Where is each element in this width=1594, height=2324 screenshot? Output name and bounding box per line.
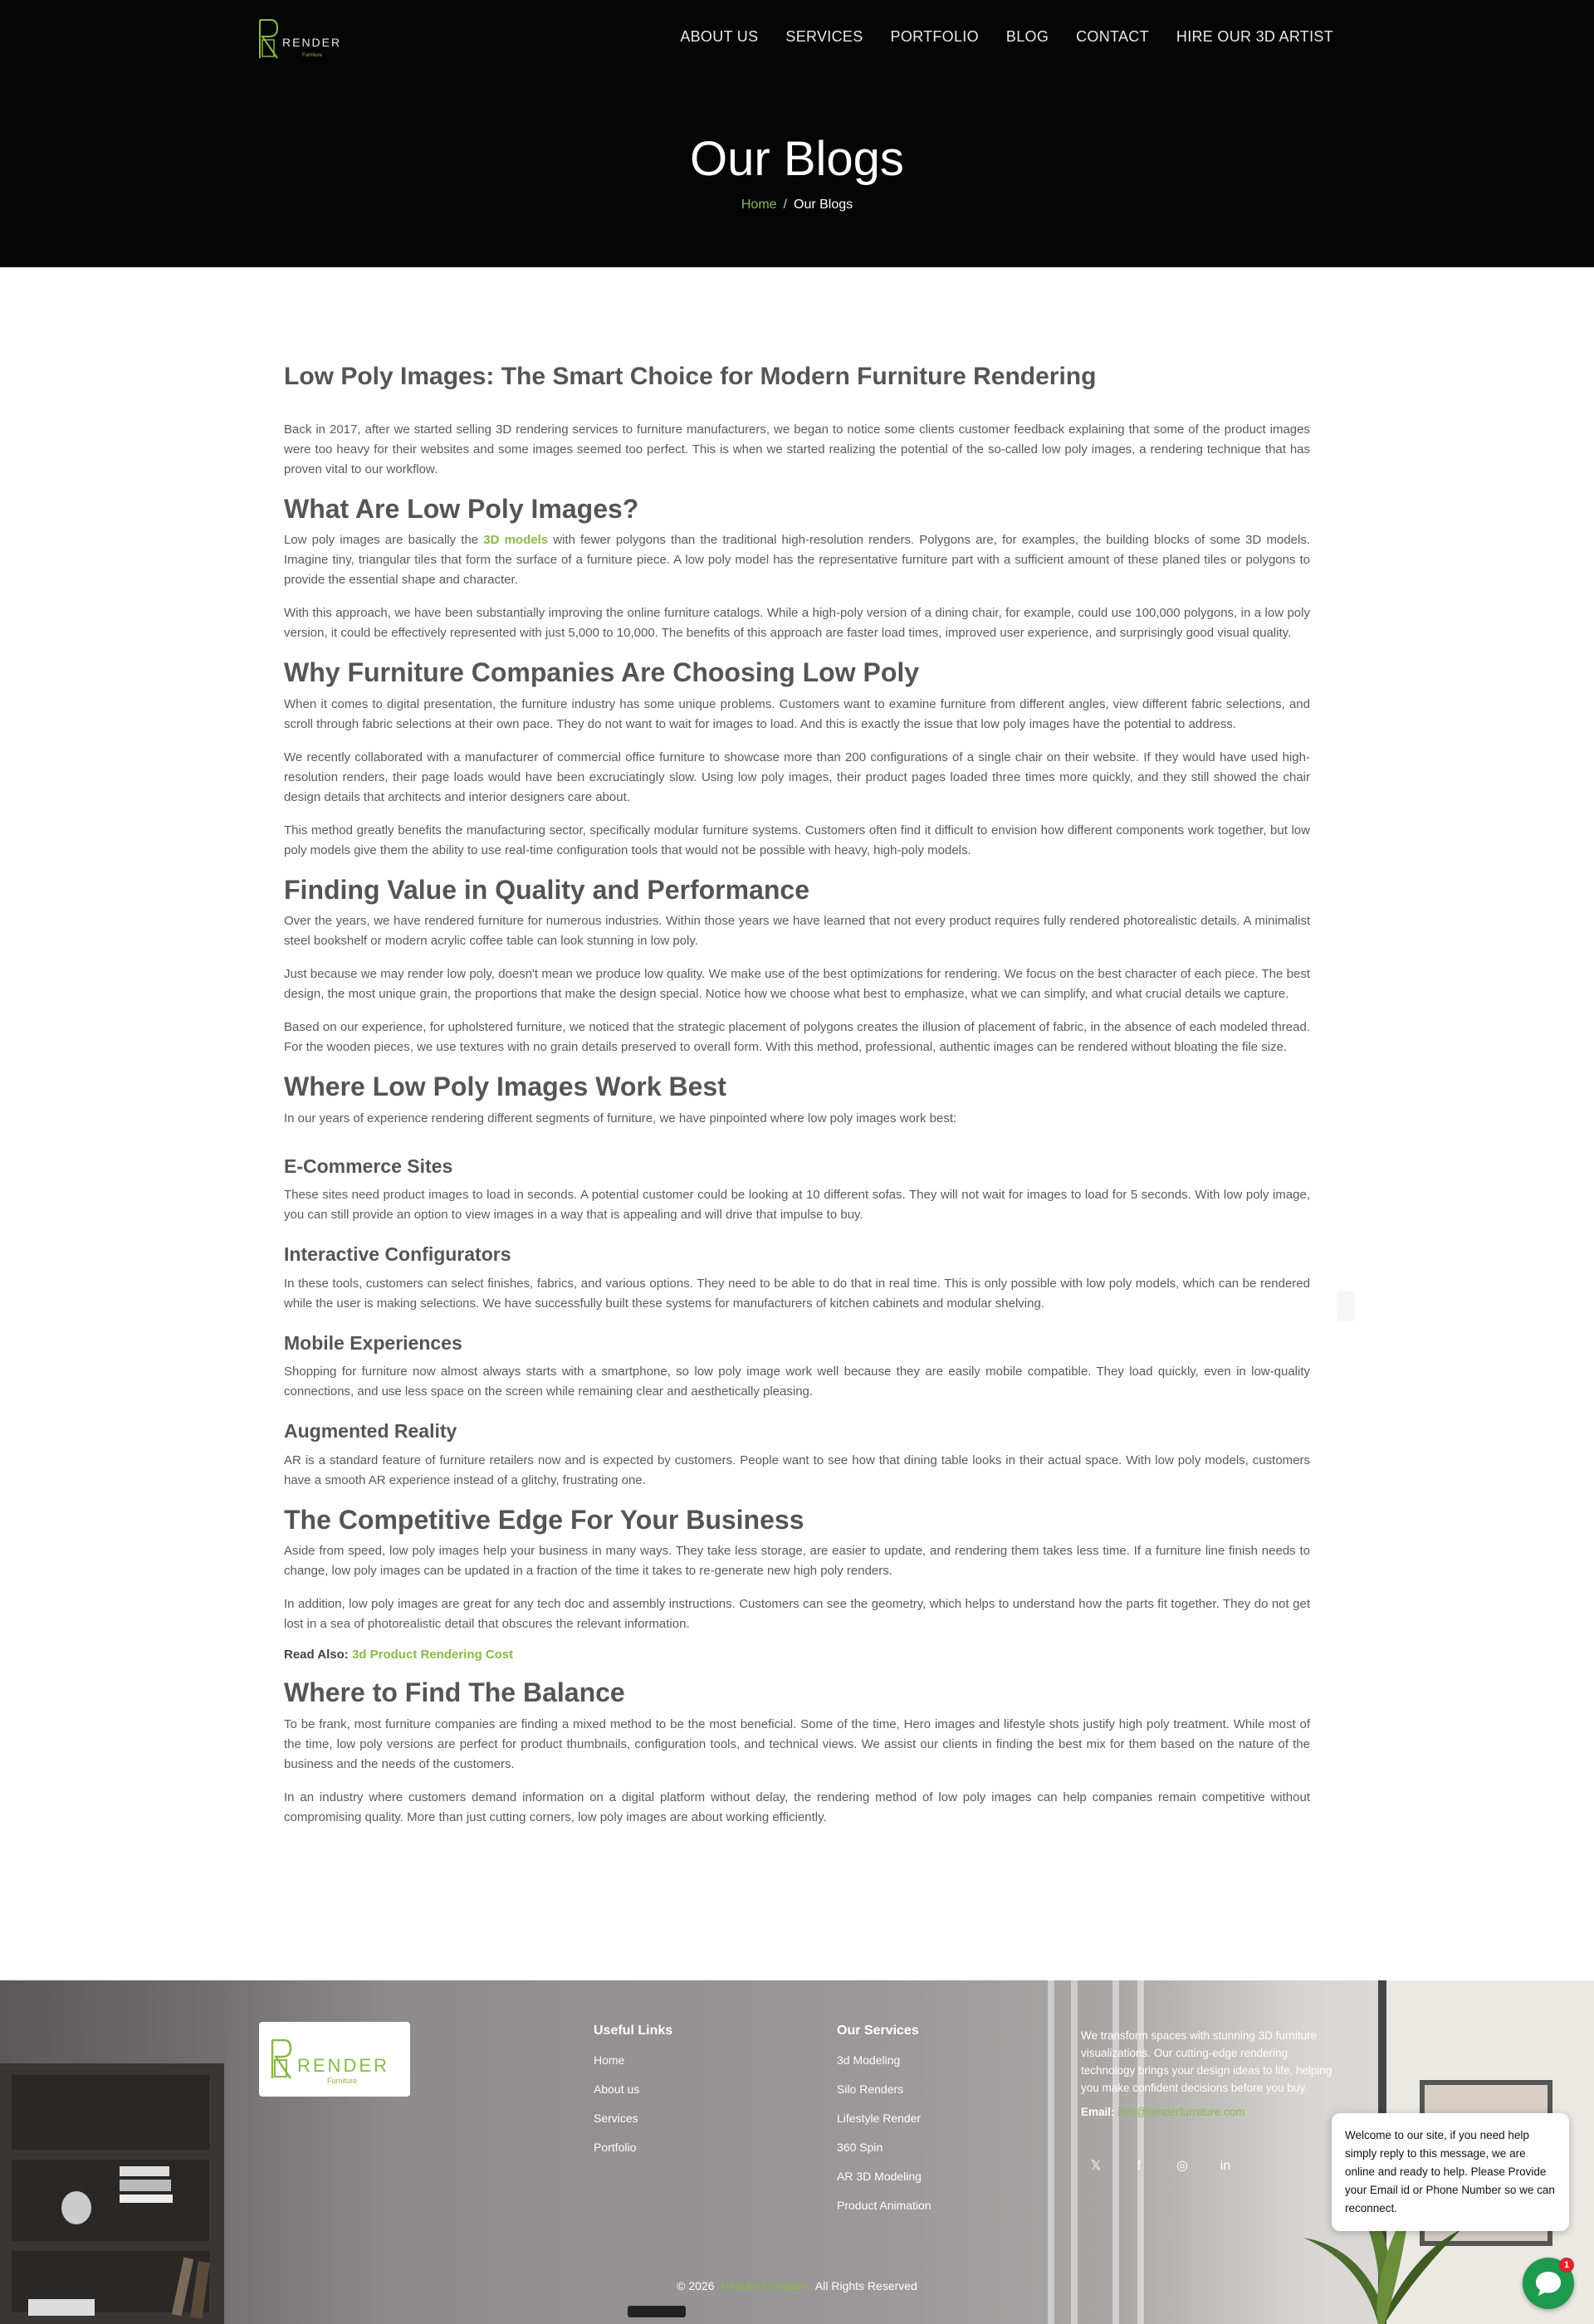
paragraph: In an industry where customers demand information on a digital platform without delay, the rendering method of low poly images can help companies remain competitive without compromising quality. More than just cutting corners, low poly images are about working efficiently. (284, 1789, 1310, 1824)
footer-link-portfolio[interactable]: Portfolio (594, 2141, 637, 2154)
page-title: Our Blogs (690, 132, 904, 186)
subsection-heading: Mobile Experiences (284, 1331, 462, 1354)
paragraph: In these tools, customers can select finishes, fabrics, and various options. They need to be able to do that in real time. This is only possible with low poly models, which can be rendered while the user is making selections. We have successfully built these systems for manufacturers of kitchen cabinets and modular shelving. (284, 1276, 1310, 1311)
nav-services[interactable]: SERVICES (785, 28, 863, 45)
blog-article (284, 362, 1310, 1841)
footer-service-link[interactable]: AR 3D Modeling (837, 2170, 922, 2183)
copyright: © 2026 Render Furniture All Rights Reserved (677, 2279, 917, 2292)
useful-links-heading: Useful Links (594, 2024, 673, 2038)
subsection-heading: Interactive Configurators (284, 1243, 511, 1266)
paragraph: These sites need product images to load in seconds. A potential customer could be looking at 10 different sofas. They will not wait for images to load for 5 seconds. With low poly image, you can still provide an option to view images in a way that is appealing and will drive that impulse to buy. (284, 1188, 1310, 1223)
site-header (0, 0, 1594, 267)
footer-link-home[interactable]: Home (594, 2053, 625, 2067)
nav-blog[interactable]: BLOG (1005, 28, 1049, 45)
email-link[interactable]: info@renderfurniture.com (1117, 2106, 1245, 2118)
read-also: Read Also: 3d Product Rendering Cost (284, 1648, 514, 1662)
footer-service-link[interactable]: 3d Modeling (837, 2053, 901, 2067)
footer-logo-sub: Furniture (327, 2077, 358, 2085)
paragraph: AR is a standard feature of furniture retailers now and is expected by customers. People want to see how that dining table looks in their actual space. With low poly models, customers have a smooth AR experience instead of a glitchy, frustrating one. (284, 1452, 1310, 1487)
about-text: We transform spaces with stunning 3D furniture visualizations. Our cutting-edge rendering technology brings your design ideas to life, helping you make confident decisions before you buy. (1081, 2029, 1332, 2094)
breadcrumb (0, 198, 1594, 212)
footer-link-about[interactable]: About us (594, 2082, 640, 2096)
paragraph: We recently collaborated with a manufacturer of commercial office furniture to showcase more than 200 configurations of a single chair on their website. If they would have used high-resolution renders, their page loads would have been excruciatingly slow. Using low poly images, their product pages loaded three times more quickly, and they still showed the chair design details that architects and interior designers care about. (284, 749, 1310, 804)
read-also-link[interactable]: 3d Product Rendering Cost (351, 1648, 514, 1662)
main-nav (680, 28, 1333, 46)
paragraph: Based on our experience, for upholstered furniture, we noticed that the strategic placement of polygons creates the illusion of placement of fabric, in the absence of each modeled thread. For the wooden pieces, we use textures with no grain details preserved to overall form. With this method, professional, authentic images can be rendered without bloating the file size. (284, 1020, 1310, 1055)
nav-hire-artist[interactable]: HIRE OUR 3D ARTIST (1176, 28, 1333, 45)
paragraph: This method greatly benefits the manufacturing sector, specifically modular furniture systems. Customers often find it difficult to envision how different components work together, but low poly models give them the ability to use real-time configuration tools that would not be possible with heavy, high-poly models. (284, 823, 1310, 857)
nav-contact[interactable]: CONTACT (1076, 28, 1149, 45)
email-label: Email: (1081, 2106, 1115, 2118)
facebook-icon[interactable]: f (1137, 2159, 1142, 2173)
breadcrumb-home[interactable]: Home (741, 198, 777, 212)
services-heading: Our Services (837, 2024, 919, 2038)
site-logo[interactable] (257, 18, 349, 60)
article-title: Low Poly Images: The Smart Choice for Modern Furniture Rendering (284, 363, 1097, 390)
chat-message-bubble[interactable]: Welcome to our site, if you need help simply reply to this message, we are online and ready to help. Please Provide your Email id or Phone Number so we can reconnect. (1332, 2113, 1569, 2231)
linkedin-icon[interactable]: in (1220, 2159, 1231, 2173)
footer-service-link[interactable]: Lifestyle Render (837, 2112, 922, 2125)
scroll-indicator (1337, 1291, 1355, 1321)
paragraph: With this approach, we have been substantially improving the online furniture catalogs. While a high-poly version of a dining chair, for example, could use 100,000 polygons, in a low poly version, it could be effectively represented with just 5,000 to 10,000. The benefits of this approach are faster load times, improved user experience, and surprisingly good visual quality. (284, 606, 1310, 641)
footer-service-link[interactable]: 360 Spin (837, 2141, 883, 2154)
paragraph: Just because we may render low poly, doesn't mean we produce low quality. We make use of the best optimizations for rendering. We focus on the best character of each piece. The best design, the most unique grain, the proportions that make the design special. Notice how we choose what best to emphasize, what we can simplify, and what crucial details we capture. (284, 967, 1310, 1002)
footer-about (1081, 2027, 1338, 2121)
footer-service-link[interactable]: Product Animation (837, 2199, 931, 2212)
nav-portfolio[interactable]: PORTFOLIO (890, 28, 979, 45)
paragraph: When it comes to digital presentation, the furniture industry has some unique problems. Customers want to examine furniture from different angles, view different fabric selections, and scroll through fabric selections at their own pace. They do not want to wait for images to load. And this is exactly the issue that low poly images have the potential to address. (284, 696, 1310, 731)
x-icon[interactable]: 𝕏 (1090, 2159, 1102, 2173)
3d-models-link[interactable]: 3D models (483, 533, 549, 548)
paragraph: Over the years, we have rendered furniture for numerous industries. Within those years we have learned that not every product requires fully rendered photorealistic details. A minimalist steel bookshelf or modern acrylic coffee table can look stunning in low poly. (284, 914, 1310, 949)
paragraph: Low poly images are basically the 3D models with fewer polygons than the traditional high-resolution renders. Polygons are, for examples, the building blocks of some 3D models. Imagine tiny, triangular tiles that form the surface of a furniture piece. A low poly model has the representative furniture part with a sufficient amount of these planed tiles or polygons to provide the essential shape and character. (284, 533, 1311, 588)
subsection-heading: Augmented Reality (284, 1420, 457, 1443)
breadcrumb-separator: / (783, 198, 787, 212)
footer-logo[interactable] (259, 2022, 410, 2097)
chat-button[interactable] (1523, 2258, 1574, 2309)
chat-badge: 1 (1559, 2258, 1574, 2273)
section-heading: What Are Low Poly Images? (284, 494, 639, 524)
paragraph: To be frank, most furniture companies are finding a mixed method to be the most beneficial. Some of the time, Hero images and lifestyle shots justify high poly treatment. While most of the time, low poly versions are perfect for product thumbnails, configuration tools, and technical views. We assist our clients in finding the best mix for them based on the nature of the business and the needs of the customers. (284, 1716, 1310, 1771)
our-services (837, 2024, 931, 2228)
breadcrumb-current: Our Blogs (794, 198, 853, 212)
footer-logo-text: RENDER (297, 2055, 389, 2076)
paragraph: Aside from speed, low poly images help your business in many ways. They take less storage, are easier to update, and rendering them takes less time. If a furniture line finish needs to change, low poly images can be updated in a fraction of the time it takes to re-generate new high poly renders. (284, 1544, 1310, 1579)
copyright-brand-link[interactable]: Render Furniture (721, 2279, 809, 2292)
paragraph: In addition, low poly images are great for any tech doc and assembly instructions. Customers can see the geometry, which helps to understand how the parts fit together. They do not get lost in a sea of photorealistic detail that obscures the relevant information. (284, 1597, 1310, 1632)
bottom-toolbar[interactable] (628, 2306, 686, 2317)
section-heading: Where to Find The Balance (284, 1677, 625, 1708)
footer-service-link[interactable]: Silo Renders (837, 2082, 904, 2096)
section-heading: Finding Value in Quality and Performance (284, 874, 810, 905)
paragraph: Shopping for furniture now almost always starts with a smartphone, so low poly image work well because they are easily mobile compatible. They load quickly, even in low-quality connections, and use less space on the screen while remaining clear and aesthetically pleasing. (284, 1365, 1310, 1399)
useful-links (594, 2024, 672, 2170)
social-links (1088, 2158, 1234, 2175)
paragraph: In our years of experience rendering different segments of furniture, we have pinpointed where low poly images work best: (284, 1111, 957, 1125)
logo-sub: Furniture (302, 53, 323, 58)
section-heading: The Competitive Edge For Your Business (284, 1504, 804, 1535)
footer-link-services[interactable]: Services (594, 2112, 638, 2125)
nav-about[interactable]: ABOUT US (680, 28, 759, 45)
instagram-icon[interactable]: ◎ (1176, 2159, 1188, 2173)
subsection-heading: E-Commerce Sites (284, 1155, 453, 1177)
section-heading: Why Furniture Companies Are Choosing Low Poly (284, 657, 920, 688)
logo-text: RENDER (282, 36, 342, 49)
article-intro: Back in 2017, after we started selling 3D rendering services to furniture manufacturers, we began to notice some clients customer feedback explaining that some of the product images were too heavy for their websites and some images seemed too perfect. This is when we started realizing the potential of the so-called low poly images, a rendering technique that has proven vital to our workflow. (284, 422, 1310, 476)
section-heading: Where Low Poly Images Work Best (284, 1072, 726, 1102)
